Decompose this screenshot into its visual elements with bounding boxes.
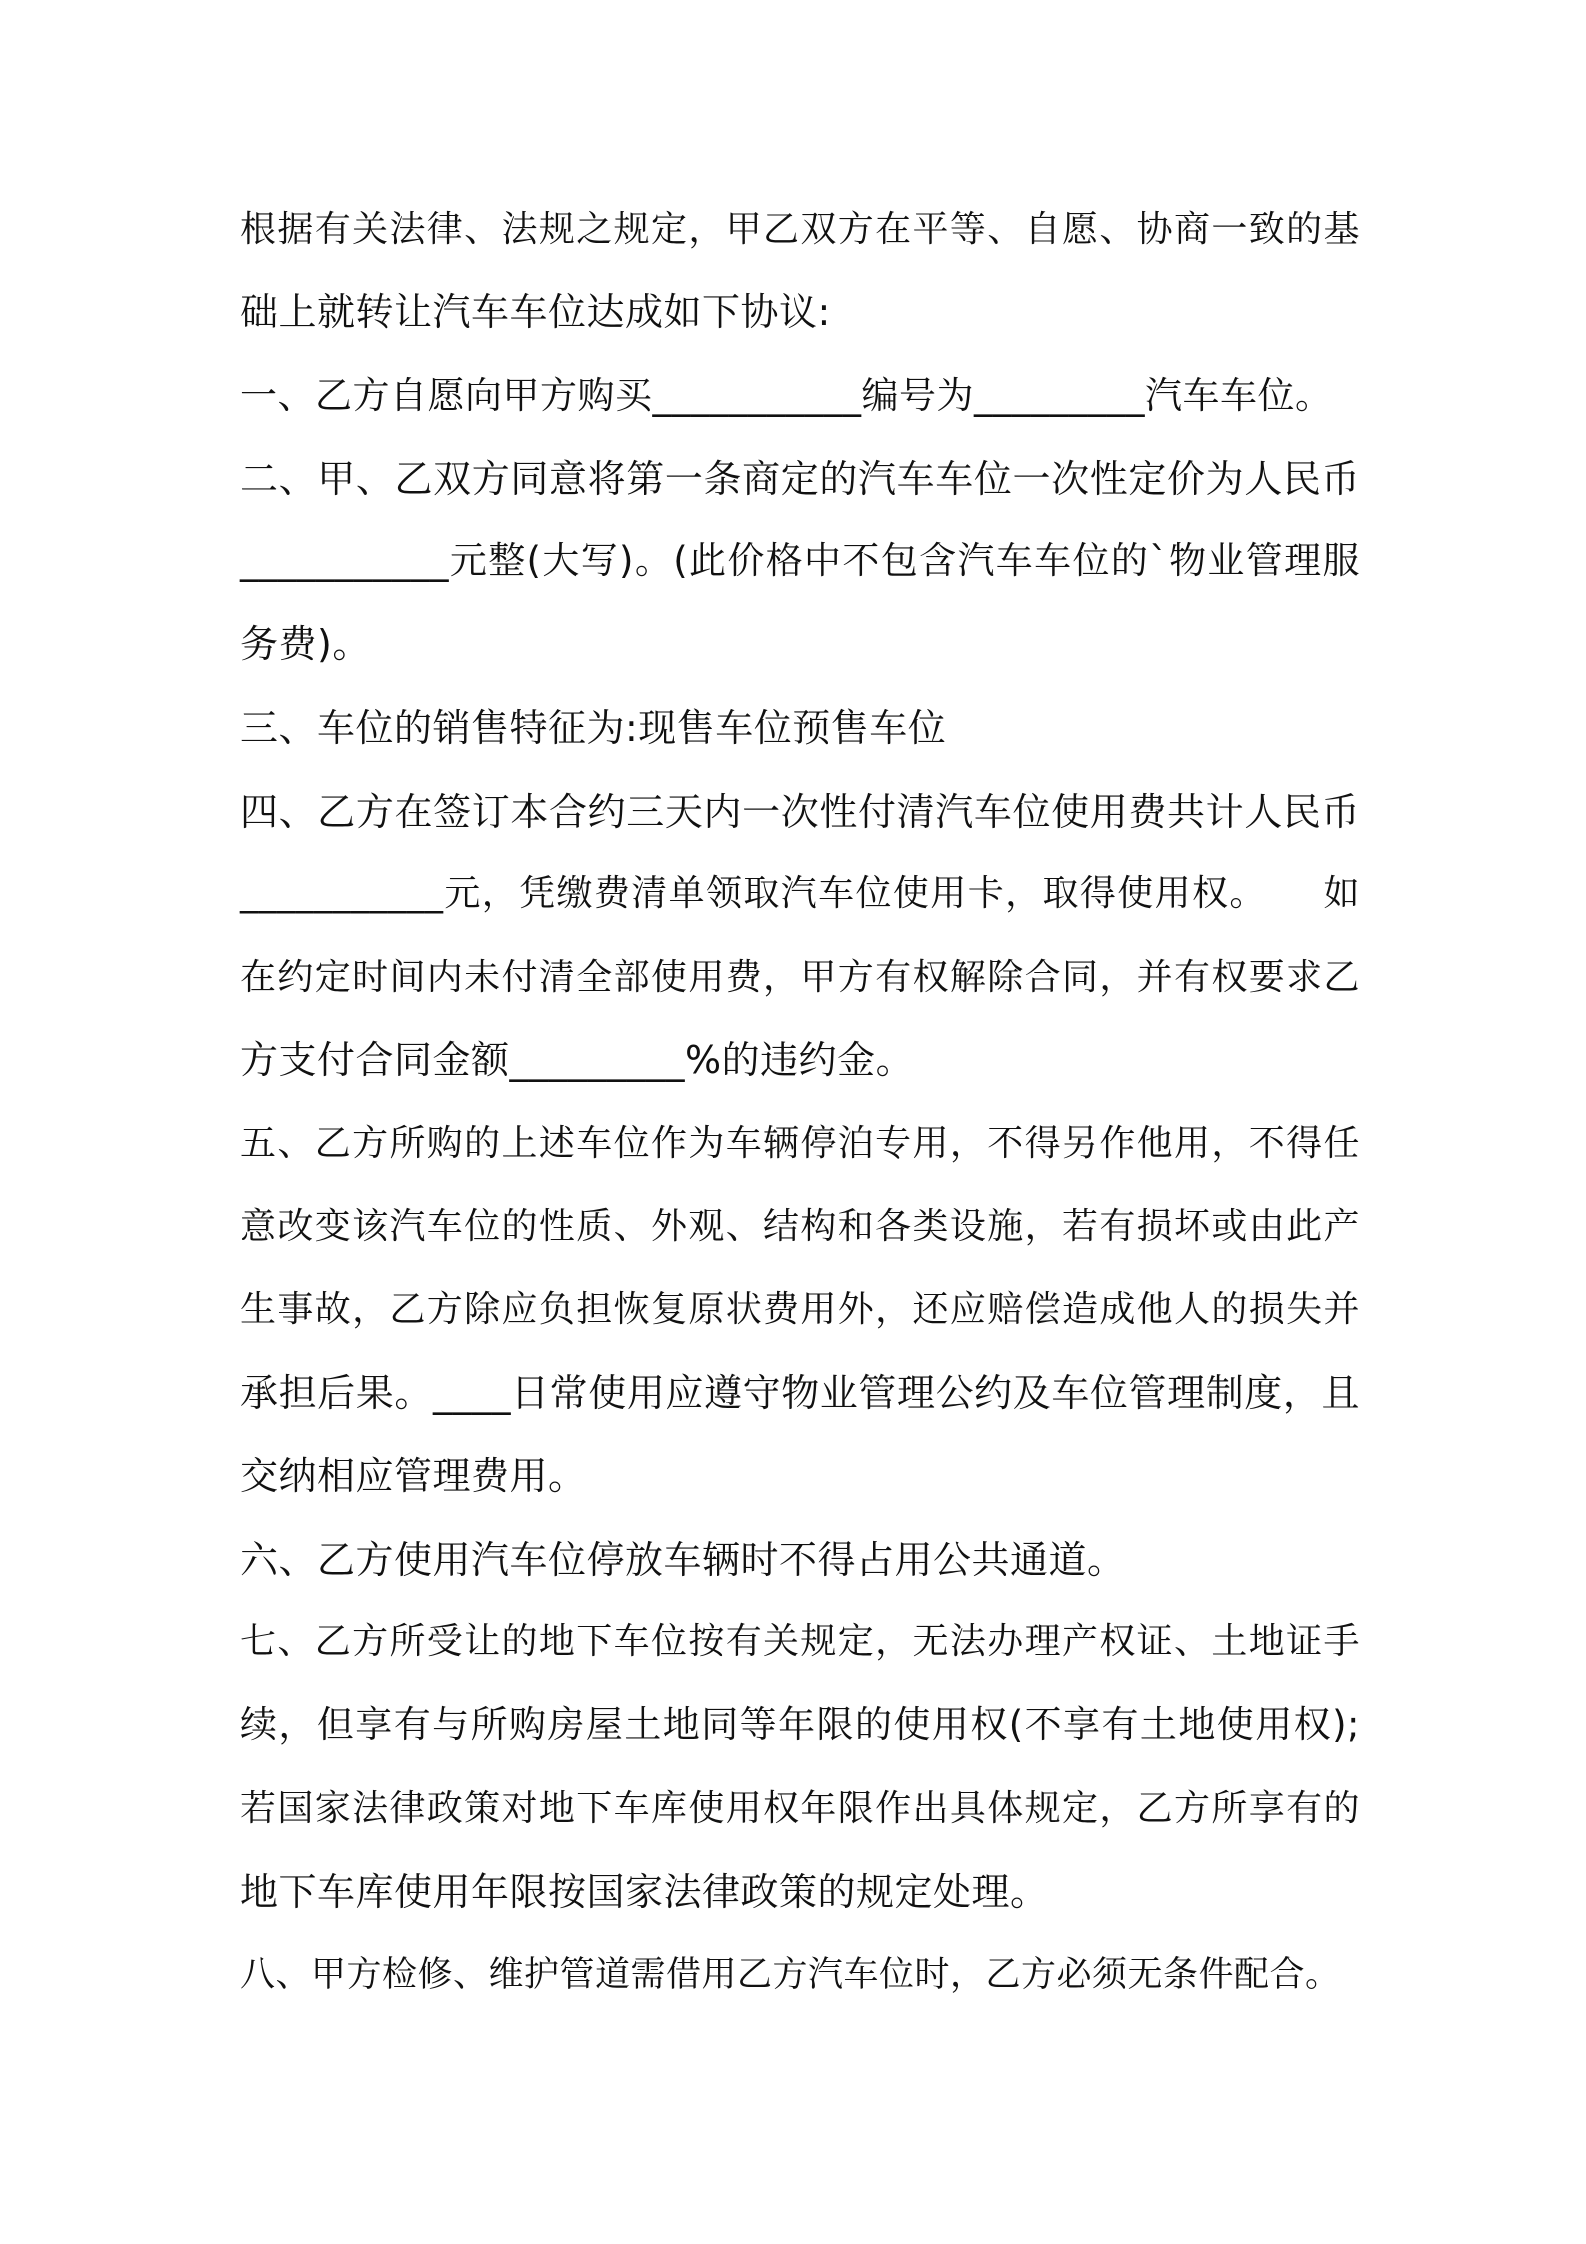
paragraph-line: 根据有关法律、法规之规定，甲乙双方在平等、自愿、协商一致的基 <box>240 209 1360 250</box>
clause-5-line: 意改变该汽车位的性质、外观、结构和各类设施，若有损坏或由此产 <box>240 1206 1360 1247</box>
paragraph-line: 础上就转让汽车车位达成如下协议: <box>240 290 831 334</box>
clause-7-line: 若国家法律政策对地下车库使用权年限作出具体规定，乙方所享有的 <box>240 1788 1360 1829</box>
clause-4-line: ___________元，凭缴费清单领取汽车位使用卡，取得使用权。 如 <box>240 873 1360 914</box>
clause-7-line: 续，但享有与所购房屋土地同等年限的使用权(不享有土地使用权); <box>240 1703 1360 1746</box>
clause-7-line: 地下车库使用年限按国家法律政策的规定处理。 <box>240 1870 1049 1914</box>
clause-3-line: 三、车位的销售特征为:现售车位预售车位 <box>240 706 947 750</box>
clause-5-line: 生事故，乙方除应负担恢复原状费用外，还应赔偿造成他人的损失并 <box>240 1289 1360 1330</box>
clause-2-line: 务费)。 <box>240 622 371 666</box>
clause-6-line: 六、乙方使用汽车位停放车辆时不得占用公共通道。 <box>240 1538 1126 1582</box>
clause-2-line: ___________元整(大写)。(此价格中不包含汽车车位的`物业管理服 <box>240 539 1360 582</box>
clause-7-line: 七、乙方所受让的地下车位按有关规定，无法办理产权证、土地证手 <box>240 1621 1360 1662</box>
clause-4-line: 方支付合同金额_________%的违约金。 <box>240 1038 915 1082</box>
clause-4-line: 四、乙方在签订本合约三天内一次性付清汽车位使用费共计人民币 <box>240 790 1360 834</box>
clause-4-line: 在约定时间内未付清全部使用费，甲方有权解除合同，并有权要求乙 <box>240 957 1360 998</box>
clause-2-line: 二、甲、乙双方同意将第一条商定的汽车车位一次性定价为人民币 <box>240 457 1360 501</box>
clause-8-line: 八、甲方检修、维护管道需借用乙方汽车位时，乙方必须无条件配合。 <box>240 1955 1341 1995</box>
clause-5-line: 五、乙方所购的上述车位作为车辆停泊专用，不得另作他用，不得任 <box>240 1123 1360 1164</box>
clause-5-line: 交纳相应管理费用。 <box>240 1454 587 1498</box>
clause-1-line: 一、乙方自愿向甲方购买___________编号为_________汽车车位。 <box>240 374 1333 417</box>
clause-5-line: 承担后果。____日常使用应遵守物业管理公约及车位管理制度，且 <box>240 1371 1360 1415</box>
